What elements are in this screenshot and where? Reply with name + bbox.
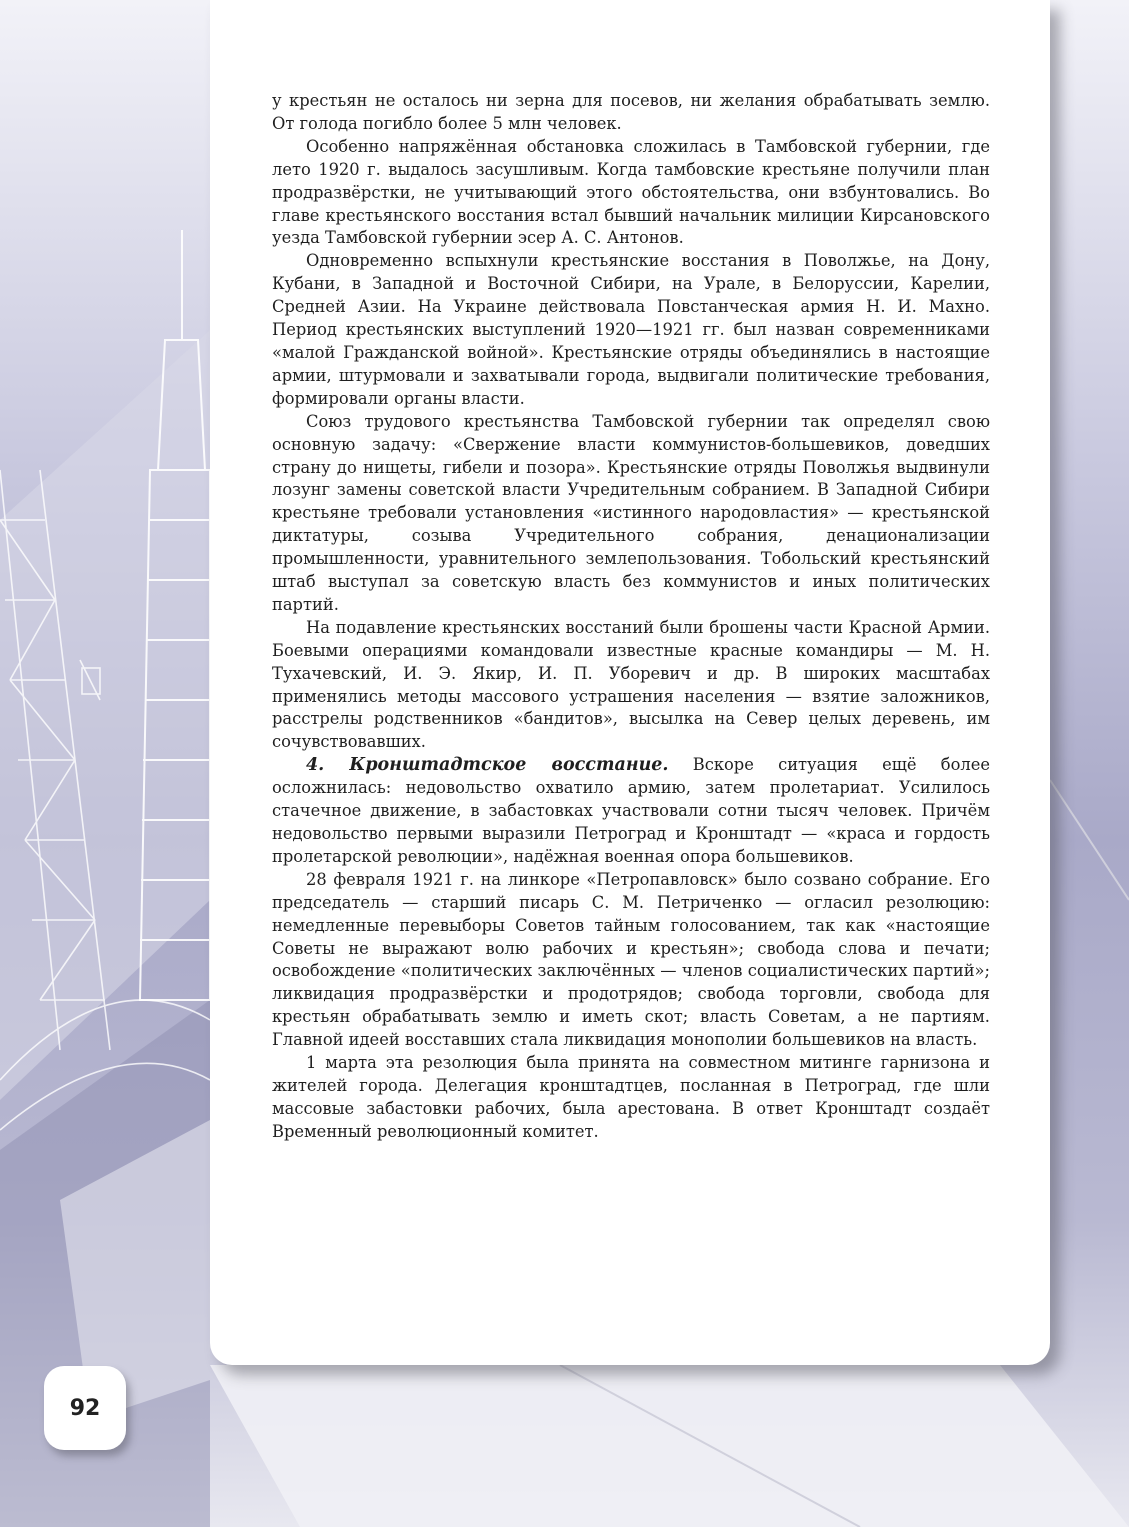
text-body	[272, 90, 990, 1144]
paragraph-4: Союз трудового крестьянства Тамбовской губернии так определял свою основную задачу: «Свержение власти коммунистов-большевиков, доведших страну до нищеты, гибели и позора». Крестьянские отряды Поволжья выдвинули лозунг замены советской власти Учредительным собранием. В Западной Сибири крестьяне требовали установления «истинного народовластия» — крестьянской диктатуры, созыва Учредительного собрания, денационализации промышленности, уравнительного землепользования. Тобольский крестьянский штаб выступал за советскую власть без коммунистов и иных политических партий.	[272, 411, 990, 614]
paragraph-5: На подавление крестьянских восстаний были брошены части Красной Армии. Боевыми операциями командовали известные красные командиры — М. Н. Тухачевский, И. Э. Якир, И. П. Уборевич и др. В широких масштабах применялись методы массового устрашения населения — взятие заложников, расстрелы родственников «бандитов», высылка на Север целых деревень, им сочувствовавших.	[272, 617, 990, 752]
page-number: 92	[69, 1395, 101, 1421]
paragraph-1: у крестьян не осталось ни зерна для посевов, ни желания обрабатывать землю. От голода погибло более 5 млн человек.	[272, 91, 990, 133]
section-text: Вскоре ситуация ещё более осложнилась: недовольство охватило армию, затем пролетариат. Усилилось стачечное движение, в забастовках участвовали сотни тысяч человек. Причём недовольство первыми выразили Петроград и Кронштадт — «краса и гордость пролетарской революции», надёжная военная опора большевиков.	[272, 755, 990, 866]
section-paragraph	[272, 754, 990, 869]
paragraph-7: 28 февраля 1921 г. на линкоре «Петропавловск» было созвано собрание. Его председатель — старший писарь С. М. Петриченко — огласил резолюцию: немедленные перевыборы Советов тайным голосованием, так как «настоящие Советы не выражают волю рабочих и крестьян»; свобода слова и печати; освобождение «политических заключённых — членов социалистических партий»; ликвидация продразвёрстки и продотрядов; свобода торговли, свобода для крестьян обрабатывать землю и иметь скот; власть Советам, а не партиям. Главной идеей восставших стала ликвидация монополии большевиков на власть.	[272, 869, 990, 1050]
page-number-box	[44, 1366, 126, 1450]
section-title: 4. Кронштадтское восстание.	[306, 755, 669, 776]
paragraph-8: 1 марта эта резолюция была принята на совместном митинге гарнизона и жителей города. Делегация кронштадтцев, посланная в Петроград, где шли массовые забастовки рабочих, была арестована. В ответ Кронштадт создаёт Временный революционный комитет.	[272, 1053, 990, 1141]
paragraph-3: Одновременно вспыхнули крестьянские восстания в Поволжье, на Дону, Кубани, в Западной и Восточной Сибири, на Урале, в Белоруссии, Карелии, Средней Азии. На Украине действовала Повстанческая армия Н. И. Махно. Период крестьянских выступлений 1920—1921 гг. был назван современниками «малой Гражданской войной». Крестьянские отряды объединялись в настоящие армии, штурмовали и захватывали города, выдвигали политические требования, формировали органы власти.	[272, 251, 990, 408]
paragraph-2: Особенно напряжённая обстановка сложилась в Тамбовской губернии, где лето 1920 г. выдалось засушливым. Когда тамбовские крестьяне получили план продразвёрстки, не учитывающий этого обстоятельства, они взбунтовались. Во главе крестьянского восстания встал бывший начальник милиции Кирсановского уезда Тамбовской губернии эсер А. С. Антонов.	[272, 136, 990, 248]
